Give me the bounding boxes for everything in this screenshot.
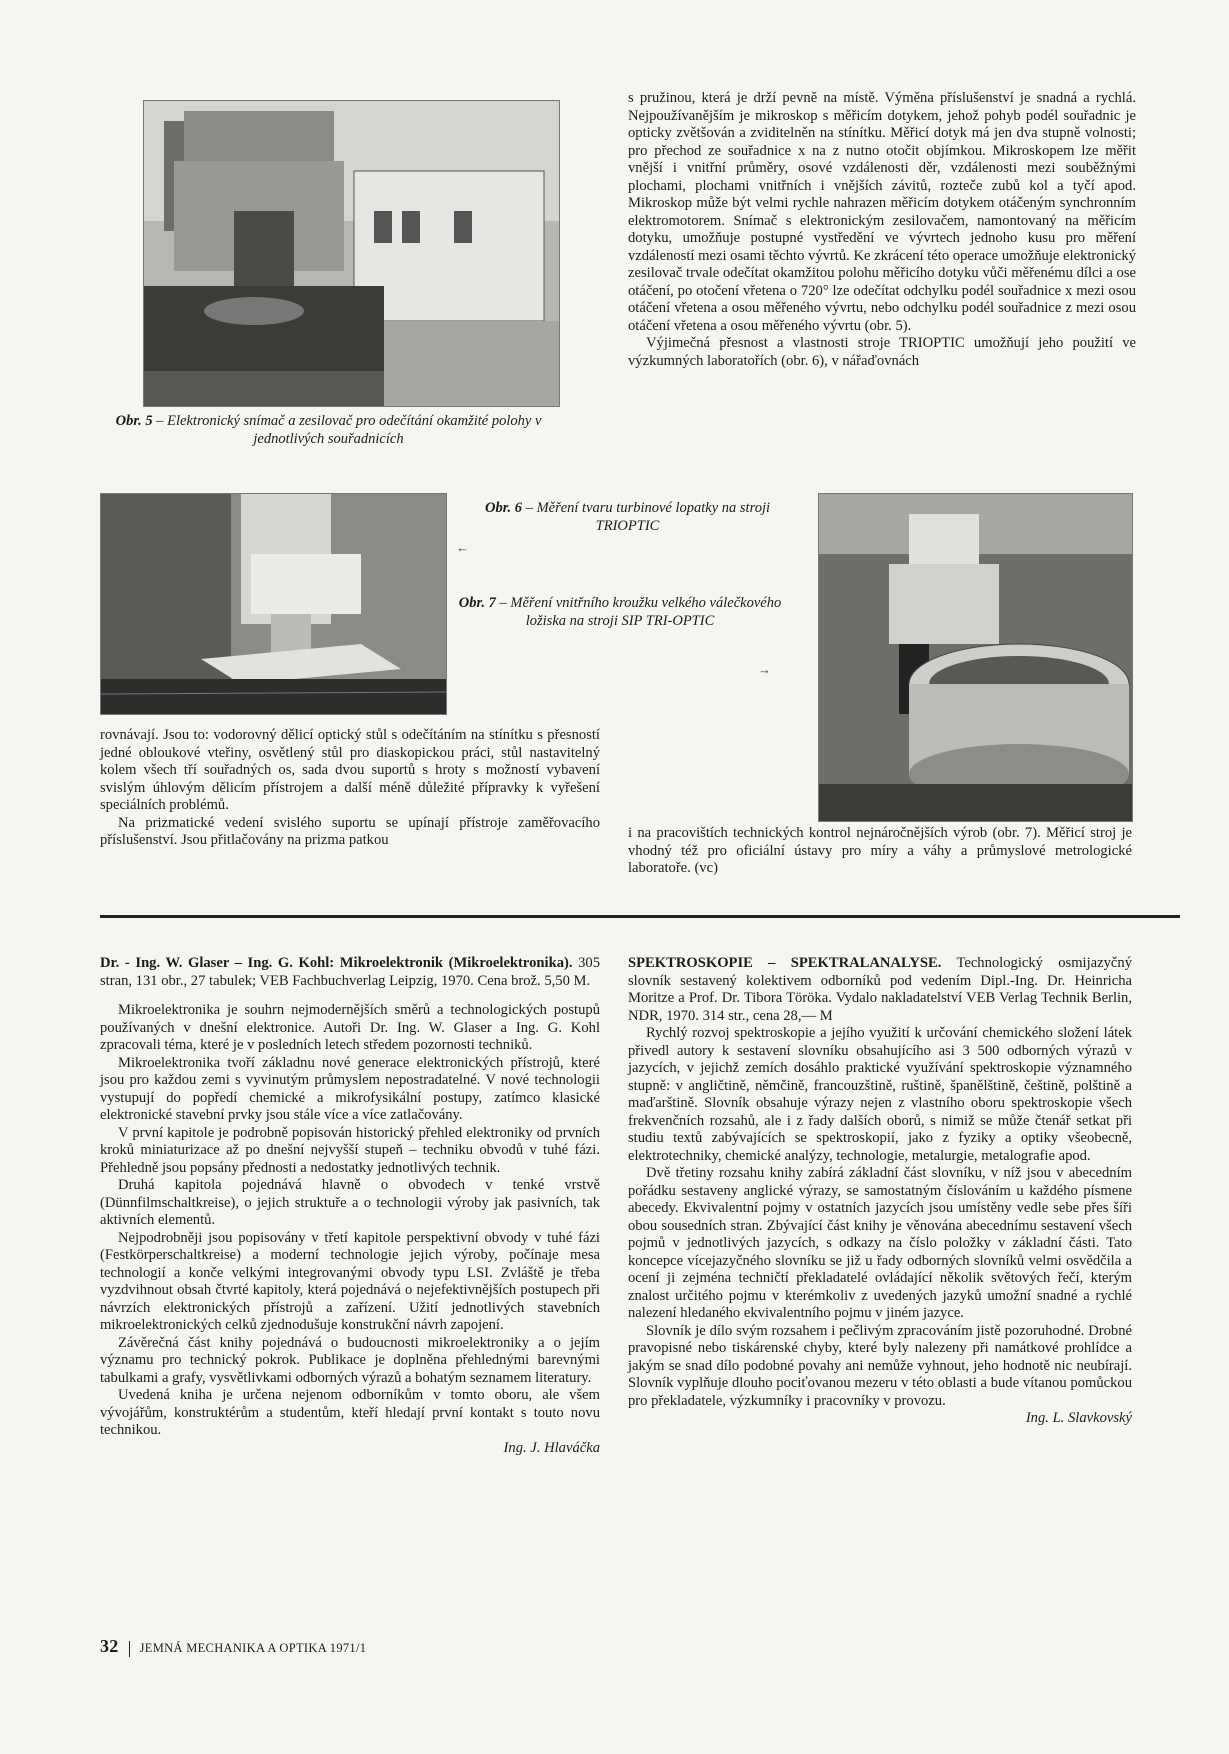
article-right-mid-column [628,825,1132,878]
article-right-top-column [628,90,1136,370]
journal-name: JEMNÁ MECHANIKA A OPTIKA 1971/1 [139,1641,367,1655]
review-heading [628,955,1132,1025]
photo-image [101,494,446,714]
article-left-mid-column [100,727,600,850]
figure-7-caption [445,595,795,630]
book-review-mikroelektronik [100,955,600,1457]
photo-bearing-ring-measurement [818,493,1133,822]
figure-6-caption [460,500,795,535]
photo-turbine-blade-measurement [100,493,447,715]
photo-image [144,101,559,406]
review-publication-details: 305 stran, 131 obr., 27 tabulek; VEB Fachbuchverlag Leipzig, 1970. Cena brož. 5,50 M. [100,955,600,989]
figure-5-text: – Elektronický snímač a zesilovač pro odečítání okamžité polohy v jednotlivých souřadnicích [156,413,542,447]
footer-separator [129,1641,130,1657]
page-footer [100,1636,366,1657]
review-title: SPEKTROSKOPIE – SPEKTRALANALYSE. [628,955,942,971]
reviewer-signature: Ing. L. Slavkovský [1025,1410,1132,1426]
article-paragraph: Výjimečná přesnost a vlastnosti stroje TRIOPTIC umožňují jeho použití ve výzkumných laboratořích (obr. 6), v nářaďovnách [628,335,1136,369]
review-publication-details: Technologický osmijazyčný slovník sestavený kolektivem odborníků pod vedením Dipl.-Ing. Dr. Heinricha Moritze a Prof. Dr. Tibora Töröka. Vydalo nakladatelství VEB Verlag Technik Berlin, NDR, 1970. 314 str., cena 28,— M [628,955,1132,1024]
section-divider [100,915,1180,918]
review-paragraph: Uvedená kniha je určena nejenom odborníkům v tomto oboru, ale všem vývojářům, konstruktérům a studentům, kteří hledají první kontakt s touto novu technikou. [100,1387,600,1438]
photo-measuring-machine-electronic-sensor [143,100,560,407]
page-number: 32 [100,1636,119,1656]
review-paragraph: Nejpodrobněji jsou popisovány v třetí kapitole perspektivní obvody v tuhé fázi (Festkörperschaltkreise) a moderní technologie jejich výroby, počínaje mesa technologií a konče velkými integrovanými obvody typu LSI. Zvláště je třeba vyzdvihnout obsah čtvrté kapitoly, která pojednává o nejefektivnějších postupech při návrzích elektronických přístrojů a zařízení. Užití jednotlivých stavebních mikroelektronických celků zjednodušuje konstrukční návrh zapojení. [100,1229,600,1333]
figure-5-caption [96,413,561,448]
figure-7-label: Obr. 7 [458,595,496,611]
book-review-spektroskopie [628,955,1132,1428]
article-paragraph: s pružinou, která je drží pevně na místě. Výměna příslušenství je snadná a rychlá. Nejpoužívanějším je mikroskop s měřicím dotykem, jehož pohyb podél souřadnic je opticky zvětšován a zviditelněn na stínítku. Měřicí dotyk má jen dva stupně volnosti; pro přechod ze souřadnice x na z nutno otočit objímkou. Mikroskopem lze měřit vnější i vnitřní průměry, osové vzdálenosti děr, vzdálenosti mezi souběžnými plochami, plochami vnitřních i vnějších závitů, rozteče zubů kol a tyčí apod. Mikroskop může být velmi rychle nahrazen měřicím dotykem otáčeným synchronním elektromotorem. Snímač s elektronickým zesilovačem, namontovaný na měřicím dotyku, umožňuje postupné vystředění ve vývrtech jednoho kusu pro měření vzdáleností mezi osami těchto vývrtů. Ke zkrácení této operace umožňuje elektronický zesilovač trvale odečítat okamžitou polohu měřicího dotyku vůči měřenému dílci a ose otáčení, po otočení vřetena o 720° lze odečítat odchylku podél souřadnice x mezi osou otáčení vřetena a osou měřeného vývrtu, nebo odchylku podél souřadnice z mezi osou otáčení vřetena a osou měřeného vývrtu (obr. 5). [628,90,1136,334]
review-paragraph: Mikroelektronika tvoří základnu nové generace elektronických přístrojů, které jsou pro každou zemi s vyvinutým průmyslem nepostradatelné. V nové technologii vystupují do popředí chemické a mikrofysikální postupy, zatímco klasické elektronické stavební prvky jsou stále více a více zatlačovány. [100,1054,600,1123]
review-paragraph: V první kapitole je podrobně popisován historický přehled elektroniky od prvních kroků miniaturizace až po dnešní nejvyšší stupeň – techniku obvodů v tuhé fázi. Přehledně jsou popsány přednosti a nedostatky jednotlivých technik. [100,1124,600,1176]
article-paragraph: rovnávají. Jsou to: vodorovný dělicí optický stůl s odečítáním na stínítku s přesností jedné obloukové vteřiny, osvětlený stůl pro diaskopickou práci, stůl nastavitelný kolem všech tří souřadných os, sada dvou suportů s hroty s možností vybavení svislým úhlovým dělicím přístrojem a další méně důležité přípravky k vyřešení speciálních problémů. [100,727,600,813]
review-paragraph: Druhá kapitola pojednává hlavně o obvodech v tenké vrstvě (Dünnfilmschaltkreise), o jejich struktuře a o technologii výroby jak pasivních, tak aktivních elementů. [100,1177,600,1228]
figure-7-pointer-arrow: → [758,662,771,677]
article-paragraph: i na pracovištích technických kontrol nejnáročnějších výrob (obr. 7). Měřicí stroj je vhodný též pro oficiální ústavy pro míry a váhy a průmyslové metrologické laboratoře. (vc) [628,825,1132,876]
review-paragraph: Závěrečná část knihy pojednává o budoucnosti mikroelektroniky a o jejím významu pro technický pokrok. Publikace je doplněna přehlednými barevnými tabulkami a grafy, vysvětlivkami odborných výrazů a bohatým seznamem literatury. [100,1334,600,1386]
figure-6-text: – Měření tvaru turbinové lopatky na stroji TRIOPTIC [525,500,770,534]
review-heading [100,955,600,990]
figure-5-label: Obr. 5 [115,413,153,429]
figure-7-text: – Měření vnitřního kroužku velkého válečkového ložiska na stroji SIP TRI-OPTIC [499,595,782,629]
review-paragraph: Slovník je dílo svým rozsahem i pečlivým zpracováním jistě pozoruhodné. Drobné pravopisné nebo tiskárenské chyby, které byly nalezeny při namátkové prohlídce a jakým se snad dílo podobné povahy ani nemůže vyhnout, jeho hodnotě nic neubírají. Slovník vyplňuje dlouho pociťovanou mezeru v této oblasti a bude vítanou pomůckou pro překladatele, výzkumníky i pracovníky v provozu. [628,1322,1132,1409]
review-paragraph: Dvě třetiny rozsahu knihy zabírá základní část slovníku, v níž jsou v abecedním pořádku sestaveny anglické výrazy, se samostatným číslováním u každého písmene abecedy. Ekvivalentní pojmy v ostatních jazycích jsou umístěny vedle sebe přes šíři obou sousedních stran. Zbývající část knihy je věnována abecednímu sestavení všech pojmů v jednotlivých jazycích, s odkazy na číslo položky v základní části. Tato koncepce vícejazyčného slovníku se již u řady odborných slovníků velmi osvědčila a ocení ji zejména techničtí překladatelé ovládající několik světových řečí, kterým znalost určitého pojmu v kterémkoliv z uvedených jazyků umožní snadné a rychlé nalezení hledaného ekvivalentního pojmu v jiném jazyce. [628,1165,1132,1321]
photo-image [819,494,1132,821]
review-paragraph: Mikroelektronika je souhrn nejmodernějších směrů a technologických postupů používaných v dnešní elektronice. Autoři Dr. Ing. W. Glaser a Ing. G. Kohl zpracovali téma, které je v posledních letech středem pozornosti techniků. [100,1002,600,1053]
reviewer-signature: Ing. J. Hlaváčka [503,1439,600,1456]
figure-6-label: Obr. 6 [484,500,523,516]
figure-6-pointer-arrow: ← [456,540,469,555]
review-paragraph: Rychlý rozvoj spektroskopie a jejího využití k určování chemického složení látek přivedl autory k sestavení slovníku obsahujícího asi 3 500 odborných výrazů v jazycích, v jejichž zemích dosáhlo praktické využívání spektroskopie významného stupně: v angličtině, němčině, francouzštině, ruštině, španělštině, češtině, polštině a maďarštině. Slovník obsahuje výrazy nejen z vlastního oboru spektroskopie všech frekvenčních rozsahů, ale i z řady dalších oborů, s nimiž se může čtenář setkat při studiu textů zabývajících se spektroskopií, jako z fyziky a optiky všeobecně, elektrotechniky, chemické analýzy, technologie, metalurgie, metalografie apod. [628,1025,1132,1164]
review-title: Dr. - Ing. W. Glaser – Ing. G. Kohl: Mikroelektronik (Mikroelektronika). [100,955,573,971]
article-paragraph: Na prizmatické vedení svislého suportu se upínají přístroje zaměřovacího příslušenství. Jsou přitlačovány na prizma patkou [100,814,600,848]
